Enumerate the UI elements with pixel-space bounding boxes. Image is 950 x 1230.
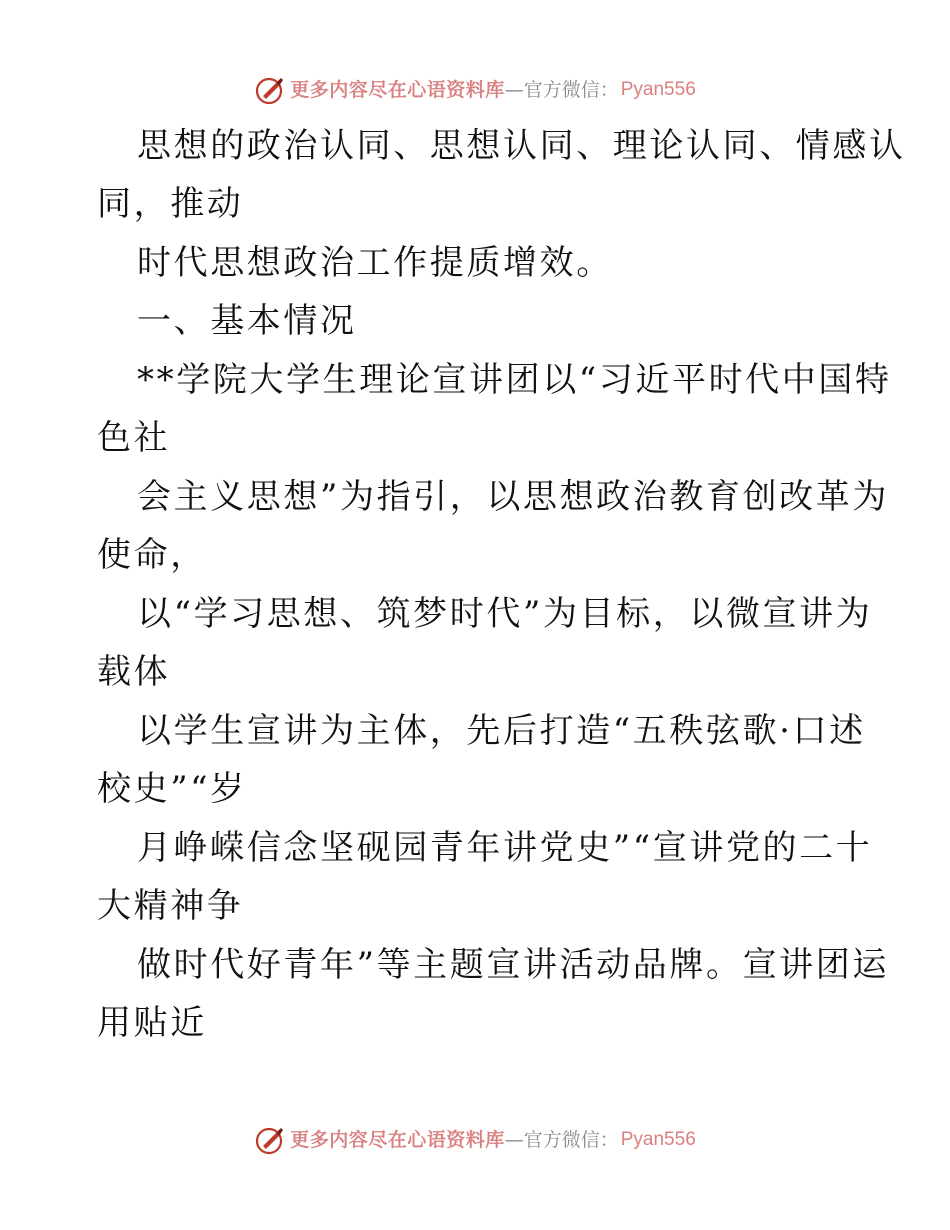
body-line: 使命， [97,535,207,575]
body-line: 月峥嵘信念坚砚园青年讲党史”“宣讲党的二十 [137,828,873,868]
pen-logo-icon [254,1124,286,1156]
watermark-main-text: 更多内容尽在心语资料库 [290,79,505,101]
body-line: 思想的政治认同、思想认同、理论认同、情感认 [137,126,906,166]
watermark-sub-text: 官方微信： [523,1129,619,1151]
body-line: 做时代好青年”等主题宣讲活动品牌。宣讲团运 [137,945,889,985]
body-line: 大精神争 [97,886,244,926]
body-line: 同，推动 [97,184,244,224]
body-line: 以“学习思想、筑梦时代”为目标，以微宣讲为 [137,594,873,634]
watermark-separator: — [504,79,524,101]
watermark-wechat-id: Pyan556 [620,1129,696,1150]
watermark-sub-text: 官方微信： [523,79,619,101]
watermark-wechat-id: Pyan556 [620,79,696,100]
body-line: 会主义思想”为指引，以思想政治教育创改革为 [137,477,889,517]
section-heading: 一、基本情况 [137,301,357,341]
watermark-main-text: 更多内容尽在心语资料库 [290,1129,505,1151]
body-line: 时代思想政治工作提质增效。 [137,243,613,283]
header-watermark [0,74,950,106]
body-line: 以学生宣讲为主体，先后打造“五秩弦歌·口述 [137,711,866,751]
body-line: 用贴近 [97,1003,207,1043]
body-line: 色社 [97,418,171,458]
pen-logo-icon [254,74,286,106]
watermark-separator: — [504,1129,524,1151]
body-line: 校史”“岁 [97,769,247,809]
body-line: 载体 [97,652,171,692]
footer-watermark [0,1124,950,1156]
body-line: **学院大学生理论宣讲团以“习近平时代中国特 [137,360,892,400]
